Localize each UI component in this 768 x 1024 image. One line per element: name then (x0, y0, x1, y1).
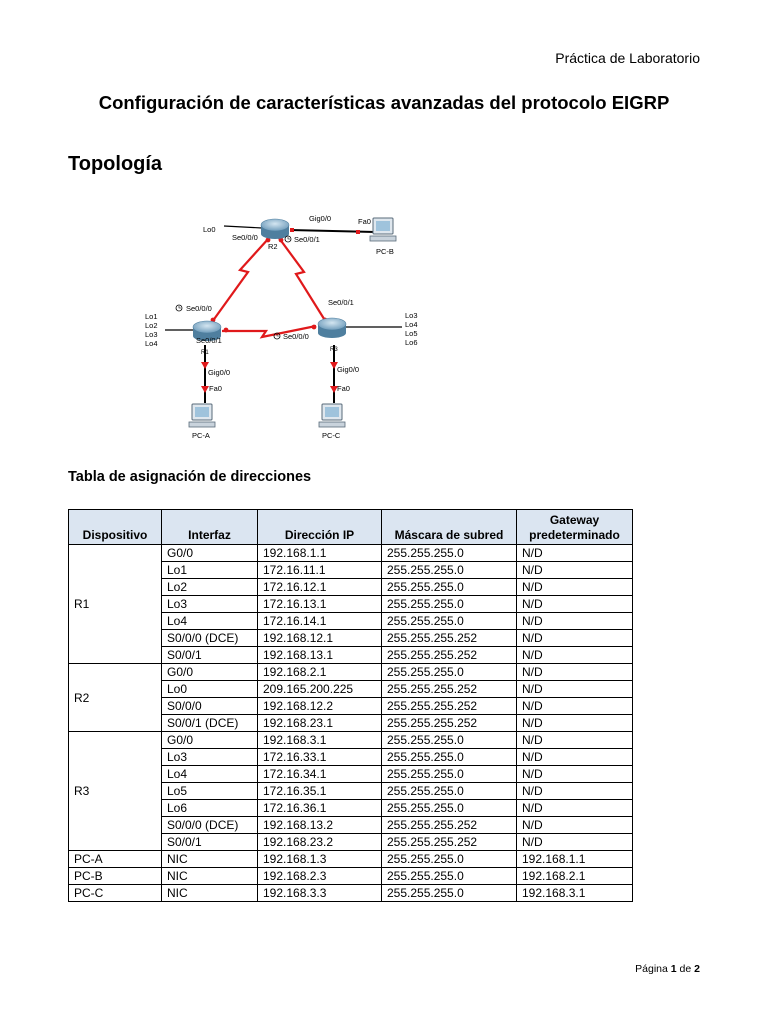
cell-gateway: N/D (517, 579, 633, 596)
port-marker (290, 228, 294, 232)
cell-mask: 255.255.255.252 (382, 698, 517, 715)
cell-interface: NIC (162, 851, 258, 868)
cell-interface: Lo0 (162, 681, 258, 698)
cell-gateway: N/D (517, 698, 633, 715)
footer-separator: de (676, 963, 695, 975)
document-title: Configuración de características avanzadas del protocolo EIGRP (98, 92, 670, 113)
cell-gateway: N/D (517, 630, 633, 647)
cell-ip: 172.16.34.1 (258, 766, 382, 783)
table-header-row (69, 510, 633, 545)
cell-ip: 209.165.200.225 (258, 681, 382, 698)
pca-name-label: PC-A (192, 431, 210, 440)
serial-link-r2-r3 (279, 238, 326, 322)
pc-b-icon[interactable] (370, 218, 396, 241)
cell-gateway: N/D (517, 749, 633, 766)
cell-interface: NIC (162, 885, 258, 902)
cell-mask: 255.255.255.252 (382, 630, 517, 647)
cell-gateway: N/D (517, 596, 633, 613)
cell-mask: 255.255.255.0 (382, 664, 517, 681)
clock-icon (285, 236, 291, 242)
footer-total-pages: 2 (694, 963, 700, 975)
cell-gateway: N/D (517, 664, 633, 681)
clock-icon (176, 305, 182, 311)
cell-ip: 192.168.3.3 (258, 885, 382, 902)
table-row (69, 868, 633, 885)
cell-mask: 255.255.255.0 (382, 562, 517, 579)
cell-mask: 255.255.255.252 (382, 681, 517, 698)
r2-se000-label: Se0/0/0 (232, 233, 258, 242)
cell-gateway: N/D (517, 800, 633, 817)
cell-gateway: N/D (517, 732, 633, 749)
cell-interface: Lo3 (162, 596, 258, 613)
cell-mask: 255.255.255.0 (382, 596, 517, 613)
cell-device: R1 (69, 545, 162, 664)
cell-ip: 192.168.23.2 (258, 834, 382, 851)
cell-mask: 255.255.255.0 (382, 868, 517, 885)
cell-interface: Lo5 (162, 783, 258, 800)
cell-ip: 192.168.3.1 (258, 732, 382, 749)
cell-ip: 172.16.33.1 (258, 749, 382, 766)
topology-diagram (0, 195, 768, 455)
cell-ip: 192.168.13.1 (258, 647, 382, 664)
cell-interface: Lo4 (162, 766, 258, 783)
pc-c-icon[interactable] (319, 404, 345, 427)
cell-gateway: N/D (517, 681, 633, 698)
cell-mask: 255.255.255.252 (382, 715, 517, 732)
cell-ip: 192.168.1.3 (258, 851, 382, 868)
cell-ip: 192.168.12.2 (258, 698, 382, 715)
cell-interface: S0/0/0 (162, 698, 258, 715)
pcc-fa0-label: Fa0 (337, 384, 350, 393)
cell-device: R3 (69, 732, 162, 851)
cell-mask: 255.255.255.0 (382, 766, 517, 783)
r1-lo1-label: Lo1 (145, 312, 158, 321)
r3-lo6-label: Lo6 (405, 338, 418, 347)
cell-interface: S0/0/1 (162, 647, 258, 664)
cell-ip: 172.16.12.1 (258, 579, 382, 596)
r3-lo4-label: Lo4 (405, 320, 418, 329)
cell-gateway: N/D (517, 834, 633, 851)
cell-interface: G0/0 (162, 664, 258, 681)
cell-mask: 255.255.255.0 (382, 732, 517, 749)
r1-name-label: R1 (201, 350, 209, 356)
cell-interface: Lo3 (162, 749, 258, 766)
cell-gateway: N/D (517, 613, 633, 630)
footer-prefix: Página (635, 963, 671, 975)
port-marker (224, 328, 229, 333)
cell-interface: S0/0/1 (162, 834, 258, 851)
serial-link-r1-r2 (212, 238, 269, 322)
cell-interface: Lo4 (162, 613, 258, 630)
r1-gig00-label: Gig0/0 (208, 368, 231, 377)
cell-ip: 172.16.13.1 (258, 596, 382, 613)
r2-gig00-label: Gig0/0 (309, 214, 332, 223)
cell-device: R2 (69, 664, 162, 732)
r1-lo2-label: Lo2 (145, 321, 158, 330)
cell-ip: 172.16.11.1 (258, 562, 382, 579)
r3-lo5-label: Lo5 (405, 329, 418, 338)
cell-mask: 255.255.255.0 (382, 749, 517, 766)
cell-gateway: N/D (517, 545, 633, 562)
cell-gateway: N/D (517, 647, 633, 664)
port-marker (356, 230, 360, 234)
cell-gateway: N/D (517, 817, 633, 834)
r1-lo4-label: Lo4 (145, 339, 158, 348)
col-header-mask: Máscara de subred (382, 510, 517, 545)
cell-interface: S0/0/0 (DCE) (162, 817, 258, 834)
r2-pcb-link (290, 230, 375, 232)
pcb-name-label: PC-B (376, 247, 394, 256)
cell-ip: 192.168.12.1 (258, 630, 382, 647)
table-row (69, 545, 633, 562)
lab-header-label: Práctica de Laboratorio (555, 50, 700, 66)
cell-mask: 255.255.255.252 (382, 647, 517, 664)
table-row (69, 732, 633, 749)
r1-se000-label: Se0/0/0 (186, 304, 212, 313)
cell-device: PC-B (69, 868, 162, 885)
footer-current-page: 1 (670, 963, 677, 975)
router-r2-icon[interactable] (261, 219, 289, 239)
cell-ip: 192.168.1.1 (258, 545, 382, 562)
cell-interface: NIC (162, 868, 258, 885)
cell-ip: 172.16.36.1 (258, 800, 382, 817)
cell-gateway: N/D (517, 783, 633, 800)
cell-mask: 255.255.255.252 (382, 834, 517, 851)
r3-name-label: R3 (330, 347, 338, 353)
port-marker (201, 386, 209, 393)
r2-lo0-label: Lo0 (203, 225, 216, 234)
cell-interface: Lo1 (162, 562, 258, 579)
r3-se001-label: Se0/0/1 (328, 298, 354, 307)
col-header-interface: Interfaz (162, 510, 258, 545)
cell-mask: 255.255.255.0 (382, 613, 517, 630)
table-row (69, 664, 633, 681)
address-table-body (69, 545, 633, 902)
page-footer (635, 963, 700, 975)
r3-se000-label: Se0/0/0 (283, 332, 309, 341)
table-row (69, 851, 633, 868)
address-table (68, 509, 633, 902)
cell-interface: Lo6 (162, 800, 258, 817)
cell-mask: 255.255.255.0 (382, 545, 517, 562)
cell-ip: 172.16.14.1 (258, 613, 382, 630)
cell-gateway: N/D (517, 715, 633, 732)
topology-heading: Topología (68, 153, 163, 175)
pc-a-icon[interactable] (189, 404, 215, 427)
cell-gateway: 192.168.3.1 (517, 885, 633, 902)
pcb-fa0-label: Fa0 (358, 217, 371, 226)
cell-gateway: 192.168.2.1 (517, 868, 633, 885)
cell-ip: 192.168.2.3 (258, 868, 382, 885)
cell-interface: S0/0/1 (DCE) (162, 715, 258, 732)
col-header-gateway: Gateway predeterminado (517, 510, 633, 545)
port-marker (312, 325, 317, 330)
r1-lo3-label: Lo3 (145, 330, 158, 339)
cell-interface: G0/0 (162, 732, 258, 749)
col-header-device: Dispositivo (69, 510, 162, 545)
cell-interface: Lo2 (162, 579, 258, 596)
r3-lo3-label: Lo3 (405, 311, 418, 320)
r2-se001-label: Se0/0/1 (294, 235, 320, 244)
cell-ip: 192.168.13.2 (258, 817, 382, 834)
cell-gateway: N/D (517, 562, 633, 579)
cell-mask: 255.255.255.0 (382, 783, 517, 800)
cell-ip: 192.168.23.1 (258, 715, 382, 732)
col-header-ip: Dirección IP (258, 510, 382, 545)
cell-mask: 255.255.255.0 (382, 800, 517, 817)
cell-mask: 255.255.255.0 (382, 851, 517, 868)
cell-device: PC-C (69, 885, 162, 902)
r2-name-label: R2 (268, 242, 278, 251)
cell-interface: G0/0 (162, 545, 258, 562)
cell-mask: 255.255.255.0 (382, 579, 517, 596)
cell-gateway: 192.168.1.1 (517, 851, 633, 868)
r1-se001-label: Se0/0/1 (196, 336, 222, 345)
cell-interface: S0/0/0 (DCE) (162, 630, 258, 647)
address-table-caption: Tabla de asignación de direcciones (68, 469, 312, 485)
cell-ip: 172.16.35.1 (258, 783, 382, 800)
cell-gateway: N/D (517, 766, 633, 783)
cell-mask: 255.255.255.252 (382, 817, 517, 834)
cell-ip: 192.168.2.1 (258, 664, 382, 681)
cell-device: PC-A (69, 851, 162, 868)
table-row (69, 885, 633, 902)
router-r3-icon[interactable] (318, 318, 346, 338)
pca-fa0-label: Fa0 (209, 384, 222, 393)
cell-mask: 255.255.255.0 (382, 885, 517, 902)
r2-lo0-line (224, 226, 262, 228)
pcc-name-label: PC-C (322, 431, 341, 440)
r3-gig00-label: Gig0/0 (337, 365, 360, 374)
